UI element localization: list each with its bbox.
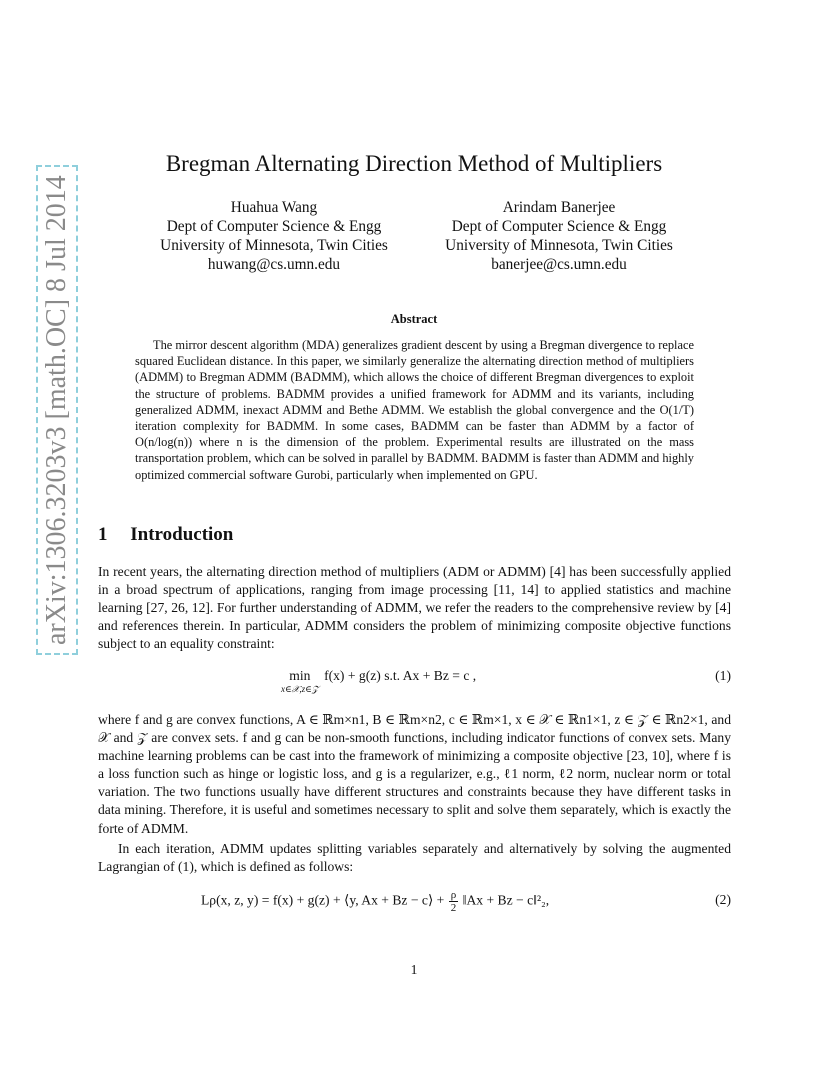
min-operator: min xyxy=(289,668,311,683)
equation-2-fraction xyxy=(449,889,459,914)
intro-paragraph-2: where f and g are convex functions, A ∈ ℝm×n1, B ∈ ℝm×n2, c ∈ ℝm×1, x ∈ 𝒳 ∈ ℝn1×1, z ∈ 𝒵 ∈ ℝn2×1, and 𝒳 and 𝒵 are convex sets. f and g can be non-smooth functions, including indicator functions of convex sets. Many machine learning problems can be cast into the framework of minimizing a composite objective [23, 10], where f is a loss function such as hinge or logistic loss, and g is a regularizer, e.g., ℓ1 norm, ℓ2 norm, nuclear norm or total variation. The two functions usually have different structures and constraints because they have different tasks in data mining. Therefore, it is useful and sometimes necessary to split and solve them separately, which is exactly the forte of ADMM. xyxy=(98,712,731,836)
author-block-2 xyxy=(420,198,698,274)
fraction-numerator: ρ xyxy=(450,889,457,901)
intro-paragraph-1: In recent years, the alternating direction method of multipliers (ADM or ADMM) [4] has been successfully applied in a broad spectrum of applications, ranging from image processing [11, 14] to applied statistics and machine learning [27, 26, 12]. For further understanding of ADMM, we refer the readers to the comprehensive review by [4] and references therein. In particular, ADMM considers the problem of minimizing composite objective functions subject to an equality constraint: xyxy=(98,564,731,652)
equation-1 xyxy=(98,668,731,698)
equation-1-number: (1) xyxy=(715,668,731,683)
author-university: University of Minnesota, Twin Cities xyxy=(445,237,673,254)
author-email[interactable]: banerjee@cs.umn.edu xyxy=(491,256,627,273)
equation-2 xyxy=(98,889,731,919)
equation-2-lhs: Lρ(x, z, y) = f(x) + g(z) + ⟨y, Ax + Bz − c⟩ + xyxy=(201,892,445,908)
abstract-text: The mirror descent algorithm (MDA) generalizes gradient descent by using a Bregman divergence to replace squared Euclidean distance. In this paper, we similarly generalize the alternating direction method of multipliers (ADMM) to Bregman ADMM (BADMM), which allows the choice of different Bregman divergences to exploit the structure of problems. BADMM provides a unified framework for ADMM and its variants, including generalized ADMM, inexact ADMM and Bethe ADMM. We establish the global convergence and the O(1/T) iteration complexity for BADMM. In some cases, BADMM can be faster than ADMM by a factor of O(n/log(n)) where n is the dimension of the problem. Experimental results are illustrated on the mass transportation problem, which can be solved in parallel by BADMM. BADMM is faster than ADMM and highly optimized commercial software Gurobi, particularly when implemented on GPU. xyxy=(135,338,694,482)
section-number: 1 xyxy=(98,524,108,545)
paper-title: Bregman Alternating Direction Method of Multipliers xyxy=(165,151,663,176)
fraction-denominator: 2 xyxy=(450,902,457,914)
author-block-1 xyxy=(140,198,408,274)
equation-2-number: (2) xyxy=(715,892,731,907)
equation-1-min xyxy=(281,668,319,694)
author-name: Arindam Banerjee xyxy=(502,199,616,216)
arxiv-identifier[interactable]: arXiv:1306.3203v3 [math.OC] 8 Jul 2014 xyxy=(36,165,78,655)
page-number: 1 xyxy=(410,962,418,977)
equation-1-expression: f(x) + g(z) s.t. Ax + Bz = c , xyxy=(324,668,477,683)
section-heading xyxy=(98,524,233,546)
author-email[interactable]: huwang@cs.umn.edu xyxy=(207,256,341,273)
author-name: Huahua Wang xyxy=(230,199,318,216)
section-title: Introduction xyxy=(130,524,234,545)
intro-paragraph-3: In each iteration, ADMM updates splitting variables separately and alternatively by solving the augmented Lagrangian of (1), which is defined as follows: xyxy=(98,841,731,875)
author-university: University of Minnesota, Twin Cities xyxy=(160,237,388,254)
author-dept: Dept of Computer Science & Engg xyxy=(451,218,667,235)
min-subscript: x∈𝒳,z∈𝒵 xyxy=(281,684,319,694)
equation-1-body xyxy=(281,668,476,694)
equation-2-rhs: ‖Ax + Bz − c‖²₂, xyxy=(462,892,550,908)
author-dept: Dept of Computer Science & Engg xyxy=(166,218,382,235)
abstract-heading: Abstract xyxy=(390,312,438,326)
equation-2-body xyxy=(201,889,549,914)
